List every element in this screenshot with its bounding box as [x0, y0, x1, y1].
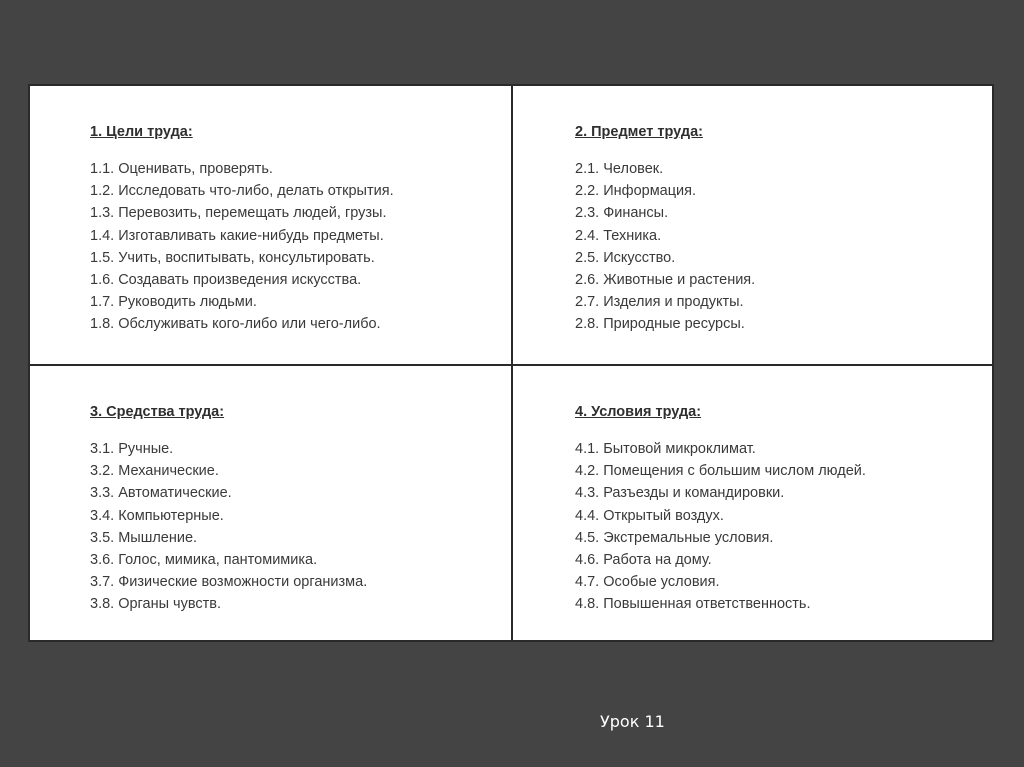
list-item: 4.8. Повышенная ответственность.: [575, 596, 811, 613]
list-item: 4.7. Особые условия.: [575, 574, 720, 591]
list-item: 3.7. Физические возможности организма.: [90, 574, 368, 591]
list-item: 2.7. Изделия и продукты.: [575, 294, 744, 311]
list-item: 3.8. Органы чувств.: [90, 596, 222, 613]
list-item: 4.1. Бытовой микроклимат.: [575, 441, 756, 457]
list-item: 2.5. Искусство.: [575, 249, 676, 266]
quadrant-labor-goals: [30, 86, 511, 364]
list-item: 4.6. Работа на дому.: [575, 552, 712, 569]
quadrant-title: 4. Условия труда:: [575, 404, 702, 420]
list-item: 2.4. Техника.: [575, 227, 662, 244]
list-item: 2.8. Природные ресурсы.: [575, 316, 745, 333]
quadrant-title: 3. Средства труда:: [90, 404, 225, 420]
quadrant-labor-subject: [511, 86, 992, 364]
quadrant-title: 1. Цели труда:: [90, 124, 193, 140]
list-item: 2.3. Финансы.: [575, 205, 669, 222]
list-item: 3.3. Автоматические.: [90, 485, 232, 502]
list-item: 1.3. Перевозить, перемещать людей, грузы.: [90, 205, 387, 222]
list-item: 3.2. Механические.: [90, 463, 219, 480]
list-item: 2.1. Человек.: [575, 161, 664, 177]
list-item: 3.6. Голос, мимика, пантомимика.: [90, 552, 318, 569]
quadrant-title: 2. Предмет труда:: [575, 124, 703, 140]
quadrant-labor-means: [30, 364, 511, 640]
quadrant-list: [90, 158, 511, 336]
list-item: 1.5. Учить, воспитывать, консультировать.: [90, 249, 375, 266]
list-item: 1.2. Исследовать что-либо, делать открытия.: [90, 183, 394, 200]
list-item: 2.2. Информация.: [575, 183, 697, 200]
list-item: 4.2. Помещения с большим числом людей.: [575, 463, 866, 480]
list-item: 4.4. Открытый воздух.: [575, 507, 724, 524]
list-item: 4.3. Разъезды и командировки.: [575, 485, 785, 502]
slide-footer-lesson: Урок 11: [600, 712, 665, 731]
list-item: 3.4. Компьютерные.: [90, 507, 224, 524]
quadrant-list: [575, 438, 992, 616]
list-item: 1.7. Руководить людьми.: [90, 294, 257, 311]
list-item: 3.1. Ручные.: [90, 441, 174, 457]
list-item: 4.5. Экстремальные условия.: [575, 529, 774, 546]
list-item: 3.5. Мышление.: [90, 529, 198, 546]
quadrant-list: [90, 438, 511, 616]
list-item: 2.6. Животные и растения.: [575, 272, 756, 289]
list-item: 1.1. Оценивать, проверять.: [90, 161, 273, 177]
quadrant-list: [575, 158, 992, 336]
classification-table: [28, 84, 994, 642]
list-item: 1.6. Создавать произведения искусства.: [90, 272, 362, 289]
list-item: 1.8. Обслуживать кого-либо или чего-либо.: [90, 316, 381, 333]
list-item: 1.4. Изготавливать какие-нибудь предметы.: [90, 227, 384, 244]
quadrant-labor-conditions: [511, 364, 992, 640]
